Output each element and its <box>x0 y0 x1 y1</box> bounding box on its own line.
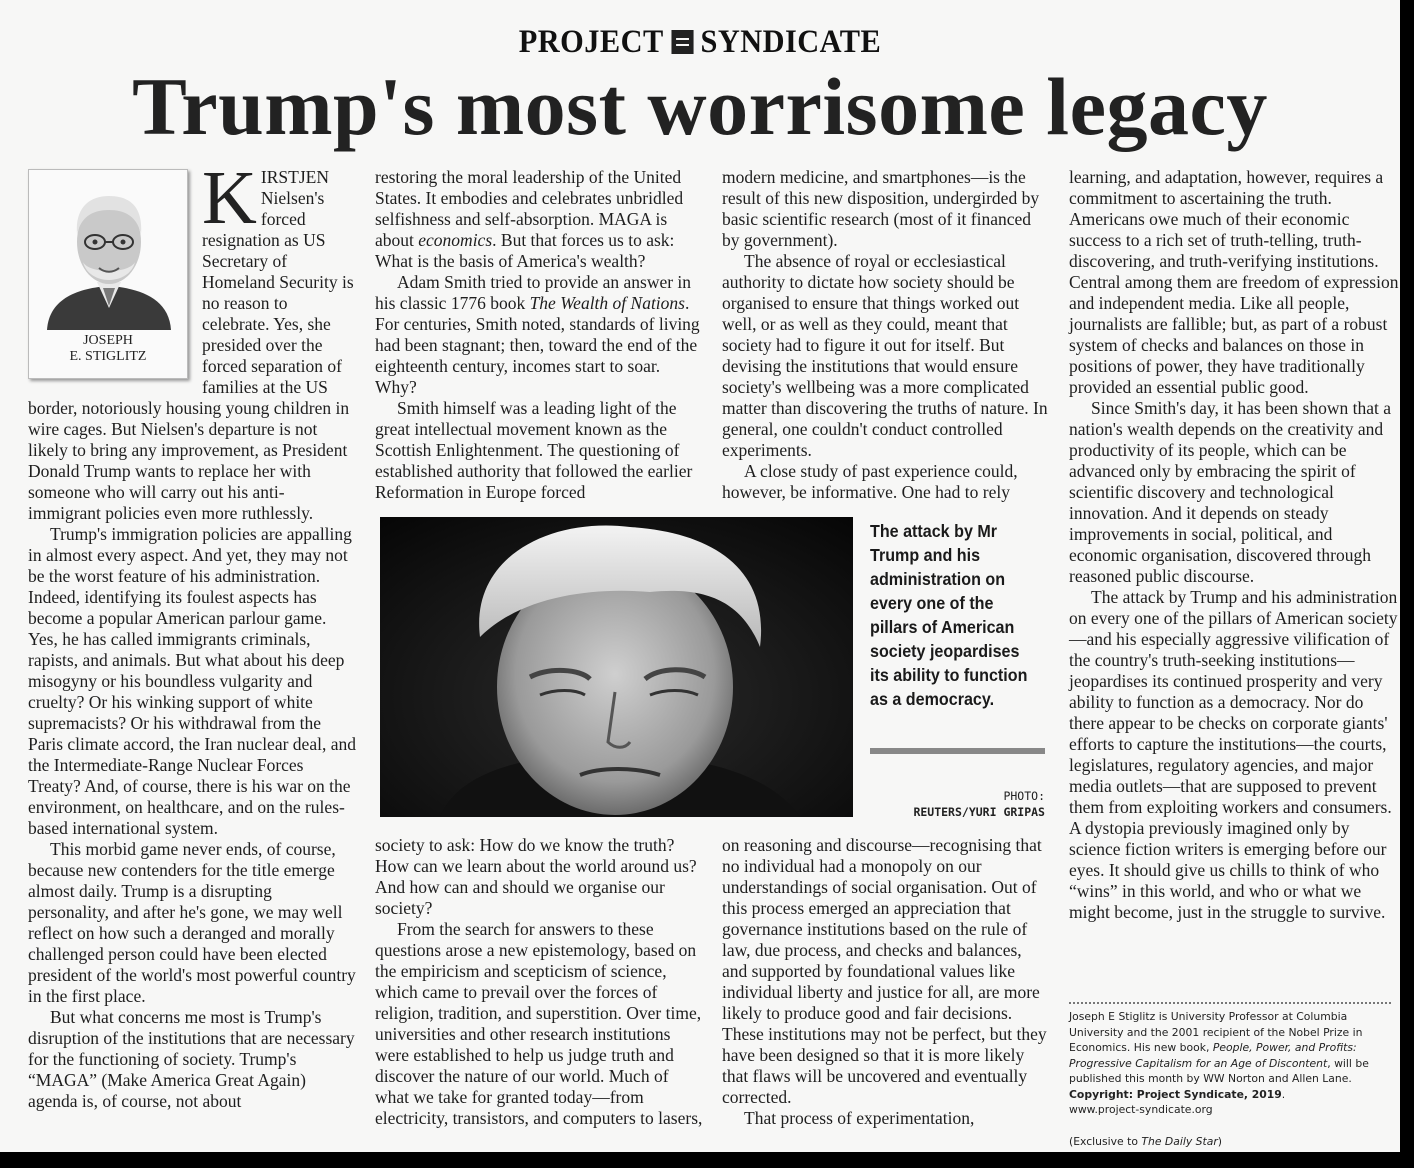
column-3-bottom <box>722 835 1050 1129</box>
trump-photo <box>380 517 853 817</box>
paragraph: Since Smith's day, it has been shown that a nation's wealth depends on the creativity and productivity of its people, which can be advanced only by embracing the spirit of scientific discovery and technological innovation. And it depends on steady improvements in social, political, and economic organisation, discovered through reasoned public discourse. <box>1069 398 1391 586</box>
bio-book-title: People, Power, and Profits: Progressive Capitalism for an Age of Discontent <box>1069 1041 1357 1070</box>
paragraph: From the search for answers to these questions arose a new epistemology, based on the empiricism and scepticism of science, which came to prevail over the forces of religion, tradition, and superstition. Over time, universities and other research institutions were established to help us judge truth and discover the nature of our world. Much of what we take for granted today—from electricity, transistors, and computers to lasers, <box>375 919 703 1128</box>
paragraph: society to ask: How do we know the truth? How can we learn about the world around us? And how can and should we organise our society? <box>375 835 697 918</box>
column-2-bottom <box>375 835 703 1129</box>
paragraph: The absence of royal or ecclesiastical authority to dictate how society should be organised to ensure that things worked out well, or as well as they could, meant that society had to figure it out for itself. But devising the institutions that would ensure society's wellbeing was a more complicated matter than discovering the truths of nature. In general, one couldn't conduct controlled experiments. <box>722 251 1048 460</box>
author-name <box>29 333 187 365</box>
masthead-left: PROJECT <box>518 23 664 60</box>
author-portrait-icon <box>39 178 179 330</box>
book-title: The Wealth of Nations <box>529 293 685 313</box>
pull-quote-rule <box>870 748 1045 754</box>
newspaper-name: The Daily Star <box>1141 1135 1218 1148</box>
photo-credit-label: PHOTO: <box>1003 789 1045 803</box>
masthead-right: SYNDICATE <box>700 23 882 60</box>
column-2-top <box>375 167 703 503</box>
bio-text: Joseph E Stiglitz is University Professor at Columbia University and the 2001 recipient of the Nobel Prize in Economics. His new book, <box>1069 1010 1363 1054</box>
lead-text: IRSTJEN Nielsen's forced resignation as US Secretary of Homeland Security is no reason to celebrate. Yes, she presided over the forced separation of families at the US border, notoriously housing young children in wire cages. But Nielsen's departure is not likely to bring any improvement, as President Donald Trump wants to replace her with someone who will carry out his anti-immigrant policies even more ruthlessly. <box>28 167 354 523</box>
paragraph: Smith himself was a leading light of the great intellectual movement known as the Scottish Enlightenment. The questioning of established authority that followed the earlier Reformation in Europe forced <box>375 398 693 502</box>
author-box <box>28 169 188 379</box>
copyright-period: . <box>1281 1087 1286 1101</box>
paragraph: This morbid game never ends, of course, because new contenders for the title emerge almost daily. Trump is a disrupting personality, and after he's gone, we may well reflect on how such a deranged and morally challenged person could have been elected president of the world's most powerful country in the first place. <box>28 839 356 1006</box>
drop-cap: K <box>202 156 257 240</box>
paragraph: But what concerns me most is Trump's disruption of the institutions that are necessary for the functioning of society. Trump's “MAGA” (Make America Great Again) agenda is, of course, not about <box>28 1007 355 1111</box>
column-4 <box>1069 167 1399 923</box>
text-run: . But that forces us to ask: What is the basis of America's wealth? <box>375 230 675 271</box>
text-run: restoring the moral leadership of the United States. It embodies and celebrates unbridled selfishness and self-absorption. MAGA is about <box>375 167 684 250</box>
exclusive-text: ) <box>1217 1135 1222 1148</box>
masthead <box>56 22 1344 62</box>
pull-quote: The attack by Mr Trump and his administration on every one of the pillars of American society jeopardises its ability to function as a democracy. <box>870 521 1028 709</box>
paragraph <box>375 167 703 272</box>
paragraph: A close study of past experience could, however, be informative. One had to rely <box>722 461 1018 502</box>
bio-text: , will be published this month by WW Norton and Allen Lane. <box>1069 1056 1369 1085</box>
column-1 <box>28 156 356 1112</box>
website-url: www.project-syndicate.org <box>1069 1103 1213 1116</box>
photo-credit <box>870 788 1045 820</box>
paragraph: That process of experimentation, <box>744 1108 975 1128</box>
paragraph <box>375 272 703 398</box>
paragraph: on reasoning and discourse—recognising that no individual had a monopoly on our understandings of social organisation. Out of this process emerged an appreciation that governance institutions based on the rule of law, due process, and checks and balances, and supported by foundational values like individual liberty and justice for all, are more likely to produce good and fair decisions. These institutions may not be perfect, but they have been designed so that it is more likely that flaws will be uncovered and eventually corrected. <box>722 835 1047 1107</box>
copyright: Copyright: Project Syndicate, 2019 <box>1069 1087 1282 1101</box>
author-bio <box>1069 1009 1394 1118</box>
text-run: . For centuries, Smith noted, standards of living had been stagnant; then, toward the end of the eighteenth century, incomes start to soar. Why? <box>375 293 700 397</box>
italic-run: economics <box>418 230 493 250</box>
exclusive-text: (Exclusive to <box>1069 1135 1142 1148</box>
book-icon <box>671 30 693 54</box>
paragraph: learning, and adaptation, however, requires a commitment to ascertaining the truth. Americans owe much of their economic success to a rich set of truth-telling, truth-discovering, and truth-verifying institutions. Central among them are freedom of expression and independent media. Like all people, journalists are fallible; but, as part of a robust system of checks and balances on those in positions of power, they have traditionally provided an essential public good. <box>1069 167 1399 397</box>
photo-credit-source: REUTERS/YURI GRIPAS <box>913 805 1045 819</box>
bio-divider <box>1069 1002 1391 1004</box>
headline: Trump's most worrisome legacy <box>132 61 1268 152</box>
column-3-top <box>722 167 1050 503</box>
exclusive-note <box>1069 1134 1394 1149</box>
paragraph: The attack by Trump and his administration on every one of the pillars of American society—and his especially aggressive vilification of the country's truth-seeking institutions—jeopardises its continued prosperity and very ability to function as a democracy. Nor do there appear to be checks on corporate giants' efforts to capture the institutions—the courts, legislatures, regulatory agencies, and major media outlets—that are supposed to prevent them from exploiting workers and consumers. A dystopia previously imagined only by science fiction writers is emerging before our eyes. It should give us chills to think of who “wins” in this world, and who or what we might become, just in the struggle to survive. <box>1069 587 1398 922</box>
author-last-name: E. STIGLITZ <box>69 349 147 364</box>
author-first-name: JOSEPH <box>83 333 133 348</box>
paragraph: Trump's immigration policies are appalling in almost every aspect. And yet, they may not be the worst feature of his administration. Indeed, identifying its foulest aspects has become a popular American parlour game. Yes, he has called immigrants criminals, rapists, and animals. But what about his deep misogyny or his boundless vulgarity and cruelty? Or his winking support of white supremacists? Or his withdrawal from the Paris climate accord, the Iran nuclear deal, and the Intermediate-Range Nuclear Forces Treaty? And, of course, there is his war on the environment, on healthcare, and on the rules-based international system. <box>28 524 356 838</box>
text-run: Adam Smith tried to provide an answer in his classic 1776 book <box>375 272 692 313</box>
paragraph: modern medicine, and smartphones—is the result of this new disposition, undergirded by basic scientific research (most of it financed by government). <box>722 167 1040 250</box>
